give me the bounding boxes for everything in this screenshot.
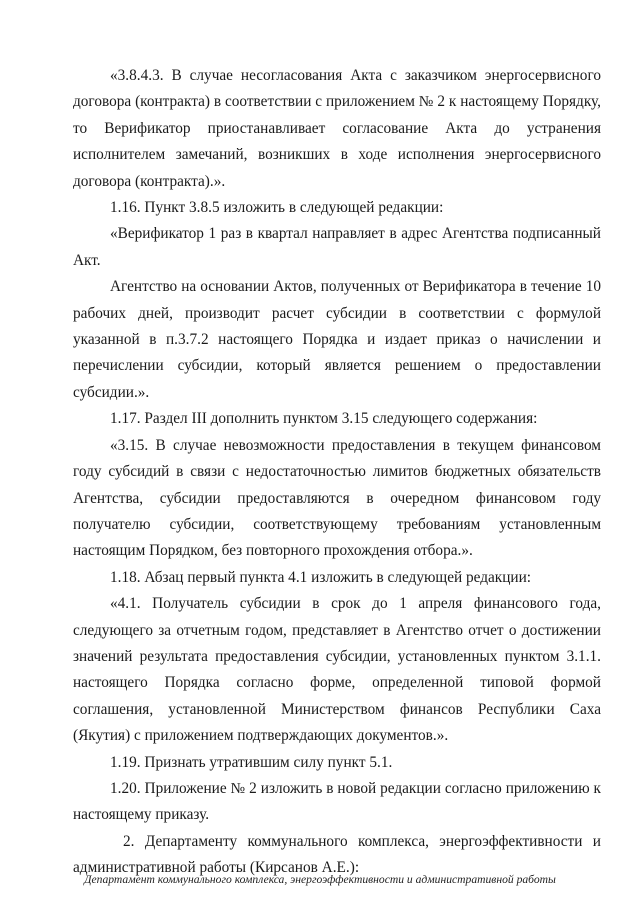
paragraph-3-15: «3.15. В случае невозможности предоставления в текущем финансовом году субсидий в связи с недостаточностью лимитов бюджетных обязательств Агентства, субсидии предоставляются в очередном финансовом году получателю субсидии, соответствующему требованиям установленным настоящим Порядком, без повторного прохождения отбора.».	[73, 436, 601, 560]
paragraph-agency-acts: Агентство на основании Актов, полученных от Верификатора в течение 10 рабочих дней, производит расчет субсидии в соответствии с формулой указанной в п.3.7.2 настоящего Порядка и издает приказ о начислении и перечислении субсидии, который является решением о предоставлении субсидии.».	[73, 278, 601, 401]
paragraph-1-20: 1.20. Приложение № 2 изложить в новой редакции согласно приложению к настоящему приказу.	[73, 779, 601, 824]
document-body	[73, 63, 601, 882]
paragraph-2-department: 2. Департаменту коммунального комплекса, энергоэффективности и административной работы (Кирсанов А.Е.):	[73, 832, 601, 877]
paragraph-3-8-4-3: «3.8.4.3. В случае несогласования Акта с заказчиком энергосервисного договора (контракта) в соответствии с приложением № 2 к настоящему Порядку, то Верификатор приостанавливает согласование Акта до устранения исполнителем замечаний, возникших в ходе исполнения энергосервисного договора (контракта).».	[73, 67, 601, 190]
page-footer: Департамент коммунального комплекса, энергоэффективности и административной работы	[84, 873, 556, 886]
paragraph-1-17: 1.17. Раздел III дополнить пунктом 3.15 следующего содержания:	[110, 410, 538, 428]
paragraph-4-1: «4.1. Получатель субсидии в срок до 1 апреля финансового года, следующего за отчетным годом, представляет в Агентство отчет о достижении значений результата предоставления субсидии, установленных пунктом 3.1.1. настоящего Порядка согласно форме, определенной типовой формой соглашения, установленной Министерством финансов Республики Саха (Якутия) с приложением подтверждающих документов.».	[73, 595, 601, 745]
paragraph-1-18: 1.18. Абзац первый пункта 4.1 изложить в следующей редакции:	[110, 568, 532, 586]
paragraph-verifier-quarterly: «Верификатор 1 раз в квартал направляет в адрес Агентства подписанный Акт.	[73, 225, 601, 269]
paragraph-1-16: 1.16. Пункт 3.8.5 изложить в следующей редакции:	[110, 199, 444, 217]
paragraph-1-19: 1.19. Признать утратившим силу пункт 5.1.	[110, 753, 393, 771]
